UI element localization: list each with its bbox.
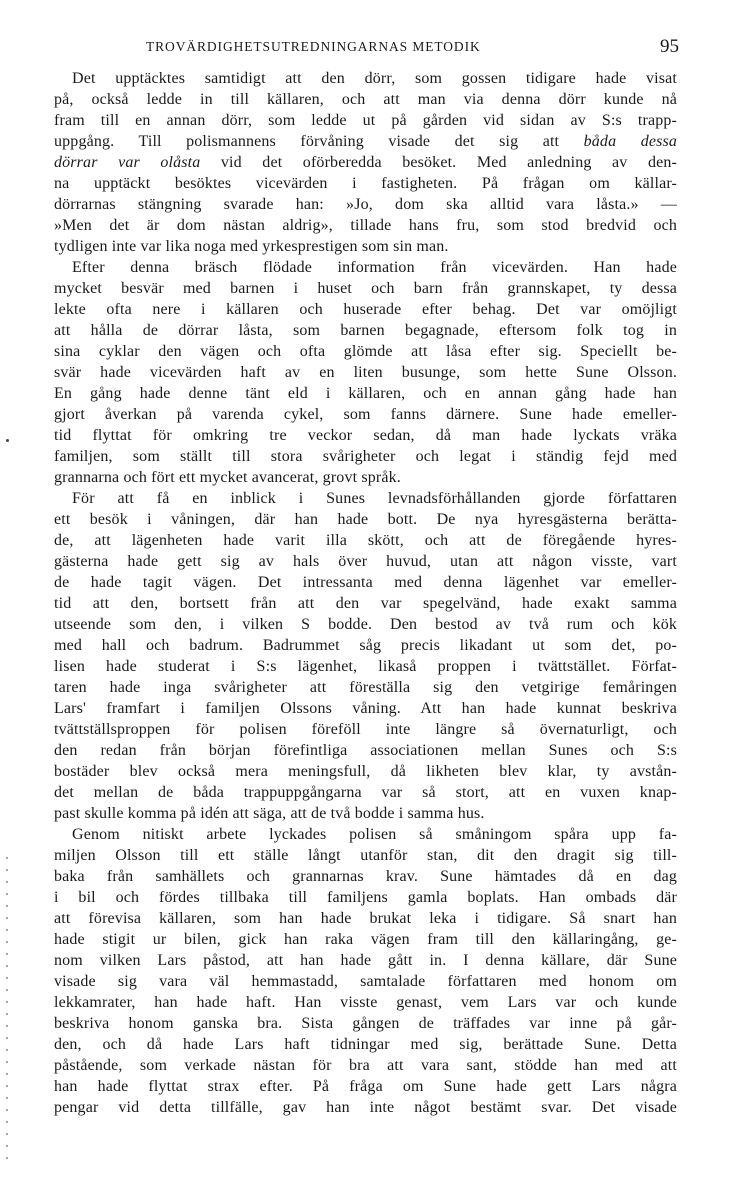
text-line	[54, 950, 677, 971]
italic-span: dörrar var olåsta	[54, 154, 201, 171]
line-text: den, och då hade Lars haft tidningar med sig, berättade Sune. Detta	[54, 1036, 677, 1053]
line-text: sina cyklar den vägen och ofta glömde att låsa efter sig. Speciellt be-	[54, 343, 677, 360]
line-text: de, att lägenheten hade varit illa skött, och att de föregående hyres-	[54, 532, 677, 549]
text-line	[54, 194, 677, 215]
text-line	[54, 824, 677, 845]
line-text: grannarna och fört ett mycket avancerat, grovt språk.	[54, 469, 401, 486]
text-line	[54, 299, 677, 320]
line-text: dörrarnas stängning svarade han: »Jo, dom ska alltid vara låsta.» —	[54, 196, 677, 213]
line-text: Lars' framfart i familjen Olssons våning. Att han hade kunnat beskriva	[54, 700, 677, 717]
italic-span: båda dessa	[583, 133, 677, 150]
line-text: tydligen inte var lika noga med yrkesprestigen som sin man.	[54, 238, 449, 255]
text-line	[54, 341, 677, 362]
page-number: 95	[660, 36, 679, 57]
line-text: uppgång. Till polismannens förvåning visade det sig att	[54, 133, 560, 150]
line-text: fram till en annan dörr, som ledde ut på gården vid sidan av S:s trapp-	[54, 112, 677, 129]
text-line	[54, 1013, 677, 1034]
line-text: hade stigit ur bilen, gick han raka vägen fram till den källaringång, ge-	[54, 931, 677, 948]
text-line	[54, 866, 677, 887]
line-text: i bil och fördes tillbaka till familjens gamla boplats. Han ombads där	[54, 889, 677, 906]
line-text: beskriva honom ganska bra. Sista gången de träffades var inne på går-	[54, 1015, 677, 1032]
line-text: Efter denna bräsch flödade information från vicevärden. Han hade	[72, 259, 677, 276]
text-line	[54, 404, 677, 425]
text-line	[54, 908, 677, 929]
line-text: på, också ledde in till källaren, och att man via denna dörr kunde nå	[54, 91, 677, 108]
text-line	[54, 740, 677, 761]
text-line	[54, 614, 677, 635]
text-line	[54, 215, 677, 236]
text-line	[54, 257, 677, 278]
line-text: familjen, som ställt till stora svårigheter och legat i ständig fejd med	[54, 448, 677, 465]
text-line	[54, 68, 677, 89]
text-line	[54, 845, 677, 866]
line-text: tid att den, bortsett från att den var spegelvänd, hade exakt samma	[54, 595, 677, 612]
margin-scan-dots	[6, 852, 8, 1160]
text-line	[54, 383, 677, 404]
line-text: lekte ofta nere i källaren och huserade efter behag. Det var omöjligt	[54, 301, 677, 318]
line-text: baka från samhällets och grannarnas krav. Sune hämtades då en dag	[54, 868, 677, 885]
line-text: tid flyttat för omkring tre veckor sedan, då man hade lyckats vräka	[54, 427, 677, 444]
text-line	[54, 887, 677, 908]
line-text: »Men det är dom nästan aldrig», tillade hans fru, som stod bredvid och	[54, 217, 677, 234]
line-text: Genom nitiskt arbete lyckades polisen så småningom spåra upp fa-	[72, 826, 677, 843]
line-text: det mellan de båda trappuppgångarna var så stort, att en vuxen knap-	[54, 784, 677, 801]
body-text	[54, 68, 677, 1118]
line-text: vid det oförberedda besöket. Med anledning av den-	[200, 154, 677, 171]
text-line	[54, 719, 677, 740]
text-line	[54, 530, 677, 551]
line-text: För att få en inblick i Sunes levnadsförhållanden gjorde författaren	[72, 490, 677, 507]
line-text: lekkamrater, han hade haft. Han visste genast, vem Lars var och kunde	[54, 994, 677, 1011]
text-line	[54, 173, 677, 194]
line-text: En gång hade denne tänt eld i källaren, och en annan gång hade han	[54, 385, 677, 402]
text-line	[54, 1097, 677, 1118]
line-text: miljen Olsson till ett ställe långt utanför stan, dit den dragit sig till-	[54, 847, 677, 864]
text-line	[54, 236, 677, 257]
line-text: gästerna hade gett sig av hals över huvud, utan att någon visste, vart	[54, 553, 677, 570]
text-line	[54, 803, 677, 824]
text-line	[54, 362, 677, 383]
text-line	[54, 488, 677, 509]
line-text: pengar vid detta tillfälle, gav han inte något bestämt svar. Det visade	[54, 1099, 677, 1116]
margin-mark	[6, 439, 9, 442]
text-line	[54, 761, 677, 782]
line-text: gjort åverkan på varenda cykel, som fanns därnere. Sune hade emeller-	[54, 406, 677, 423]
text-line	[54, 509, 677, 530]
text-line	[54, 467, 677, 488]
line-text: att förevisa källaren, som han hade brukat leka i tidigare. Så snart han	[54, 910, 677, 927]
page-header	[146, 36, 679, 58]
line-text: na upptäckt besöktes vicevärden i fastigheten. På frågan om källar-	[54, 175, 677, 192]
line-text: visade sig vara väl hemmastadd, samtalade författaren med honom om	[54, 973, 677, 990]
line-text: han hade flyttat strax efter. På fråga om Sune hade gett Lars några	[54, 1078, 677, 1095]
text-line	[54, 1055, 677, 1076]
line-text: påstående, som verkade nästan för bra att vara sant, stödde han med att	[54, 1057, 677, 1074]
line-text: svär hade vicevärden haft av en liten busunge, som hette Sune Olsson.	[54, 364, 677, 381]
text-line	[54, 782, 677, 803]
line-text: bostäder blev också mera meningsfull, då likheten blev klar, ty avstån-	[54, 763, 677, 780]
text-line	[54, 992, 677, 1013]
line-text: de hade tagit vägen. Det intressanta med denna lägenhet var emeller-	[54, 574, 677, 591]
line-text: tvättställsproppen för polisen föreföll inte längre så övernaturligt, och	[54, 721, 677, 738]
text-line	[54, 656, 677, 677]
line-text: den redan från början förefintliga associationen mellan Sunes och S:s	[54, 742, 677, 759]
text-line	[54, 446, 677, 467]
line-text: med hall och badrum. Badrummet såg precis likadant ut som det, po-	[54, 637, 677, 654]
line-text: past skulle komma på idén att säga, att de två bodde i samma hus.	[54, 805, 485, 822]
text-line	[54, 320, 677, 341]
line-text: utseende som den, i vilken S bodde. Den bestod av två rum och kök	[54, 616, 677, 633]
text-line	[54, 593, 677, 614]
text-line	[54, 1034, 677, 1055]
line-text: ett besök i våningen, där han hade bott. De nya hyresgästerna berätta-	[54, 511, 677, 528]
running-head: TROVÄRDIGHETSUTREDNINGARNAS METODIK	[146, 39, 481, 54]
line-text: Det upptäcktes samtidigt att den dörr, som gossen tidigare hade visat	[72, 70, 677, 87]
line-text: mycket besvär med barnen i huset och barn från grannskapet, ty dessa	[54, 280, 677, 297]
text-line	[54, 572, 677, 593]
text-line	[54, 110, 677, 131]
text-line	[54, 929, 677, 950]
text-line	[54, 152, 677, 173]
text-line	[54, 698, 677, 719]
line-text: lisen hade studerat i S:s lägenhet, likaså proppen i tvättstället. Förfat-	[54, 658, 677, 675]
text-line	[54, 425, 677, 446]
text-line	[54, 677, 677, 698]
text-line	[54, 635, 677, 656]
text-line	[54, 89, 677, 110]
line-text: nom vilken Lars påstod, att han hade gått in. I denna källare, där Sune	[54, 952, 677, 969]
text-line	[54, 1076, 677, 1097]
text-line	[54, 278, 677, 299]
text-line	[54, 551, 677, 572]
line-text: taren hade inga svårigheter att föreställa sig den vetgirige femåringen	[54, 679, 677, 696]
text-line	[54, 131, 677, 152]
line-text: att hålla de dörrar låsta, som barnen begagnade, eftersom folk tog in	[54, 322, 677, 339]
text-line	[54, 971, 677, 992]
